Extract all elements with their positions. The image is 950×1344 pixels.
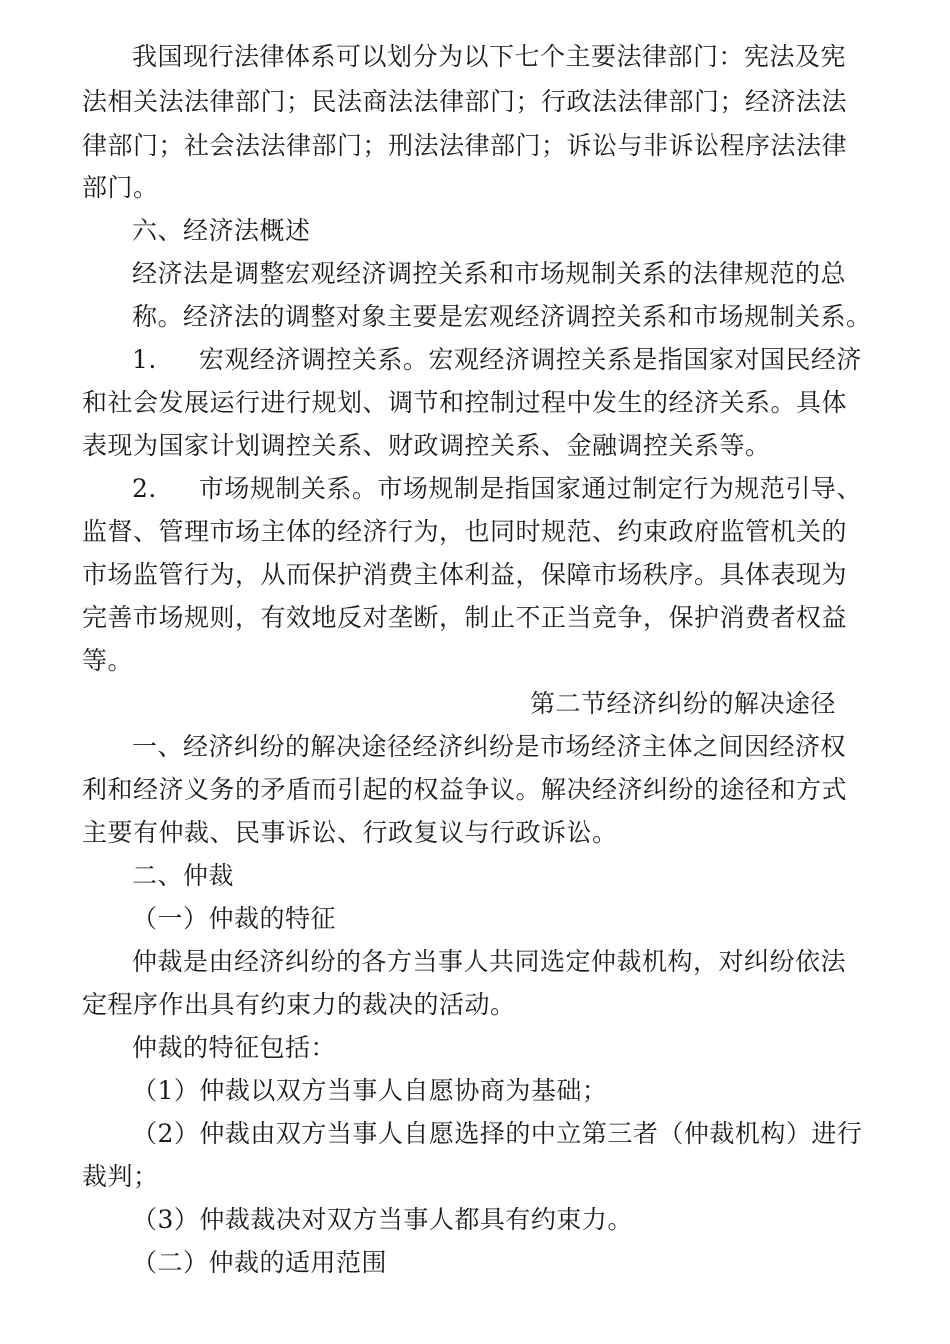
item-2-number: 2. [132,474,157,503]
heading-six: 六、经济法概述 [132,216,311,245]
item-2-line-2: 监督、管理市场主体的经济行为，也同时规范、约束政府监管机关的 [82,517,848,546]
para-econ-law-line-2: 称。经济法的调整对象主要是宏观经济调控关系和市场规制关系。 [132,302,872,331]
item-1-line-1 [132,344,862,376]
item-1-line-3: 表现为国家计划调控关系、财政调控关系、金融调控关系等。 [82,431,771,460]
item-2-line-1 [132,473,862,505]
features-intro: 仲裁的特征包括： [132,1033,337,1062]
item-2-line-5: 等。 [82,646,134,675]
feature-1: （1）仲裁以双方当事人自愿协商为基础； [132,1076,608,1105]
para-disputes-line-2: 利和经济义务的矛盾而引起的权益争议。解决经济纠纷的途径和方式 [82,775,848,804]
item-1-number: 1. [132,345,157,374]
para-disputes-line-3: 主要有仲裁、民事诉讼、行政复议与行政诉讼。 [82,818,618,847]
item-2-text: 市场规制关系。市场规制是指国家通过制定行为规范引导、 [198,474,862,503]
section-title: 第二节经济纠纷的解决途径 [530,689,837,718]
para-departments-line-1: 我国现行法律体系可以划分为以下七个主要法律部门：宪法及宪 [132,42,847,71]
heading-two: 二、仲裁 [132,861,235,890]
feature-2-line-2: 裁判； [82,1162,159,1191]
item-1-text: 宏观经济调控关系。宏观经济调控关系是指国家对国民经济 [198,345,862,374]
item-2-line-4: 完善市场规则，有效地反对垄断，制止不正当竞争，保护消费者权益 [82,603,848,632]
sub-heading-1: （一）仲裁的特征 [132,904,337,933]
para-disputes-line-1: 一、经济纠纷的解决途径经济纠纷是市场经济主体之间因经济权 [132,732,847,761]
item-2-line-3: 市场监管行为，从而保护消费主体利益，保障市场秩序。具体表现为 [82,560,848,589]
para-departments-line-3: 律部门；社会法法律部门；刑法法律部门；诉讼与非诉讼程序法法律 [82,131,848,160]
item-1-line-2: 和社会发展运行进行规划、调节和控制过程中发生的经济关系。具体 [82,388,848,417]
para-departments-line-2: 法相关法法律部门；民法商法法律部门；行政法法律部门；经济法法 [82,87,848,116]
sub-heading-2: （二）仲裁的适用范围 [132,1248,388,1277]
feature-3: （3）仲裁裁决对双方当事人都具有约束力。 [132,1205,633,1234]
para-econ-law-line-1: 经济法是调整宏观经济调控关系和市场规制关系的法律规范的总 [132,259,847,288]
para-arbitration-line-1: 仲裁是由经济纠纷的各方当事人共同选定仲裁机构，对纠纷依法 [132,947,847,976]
feature-2-line-1: （2）仲裁由双方当事人自愿选择的中立第三者（仲裁机构）进行 [132,1119,863,1148]
para-departments-line-4: 部门。 [82,173,159,202]
para-arbitration-line-2: 定程序作出具有约束力的裁决的活动。 [82,990,516,1019]
